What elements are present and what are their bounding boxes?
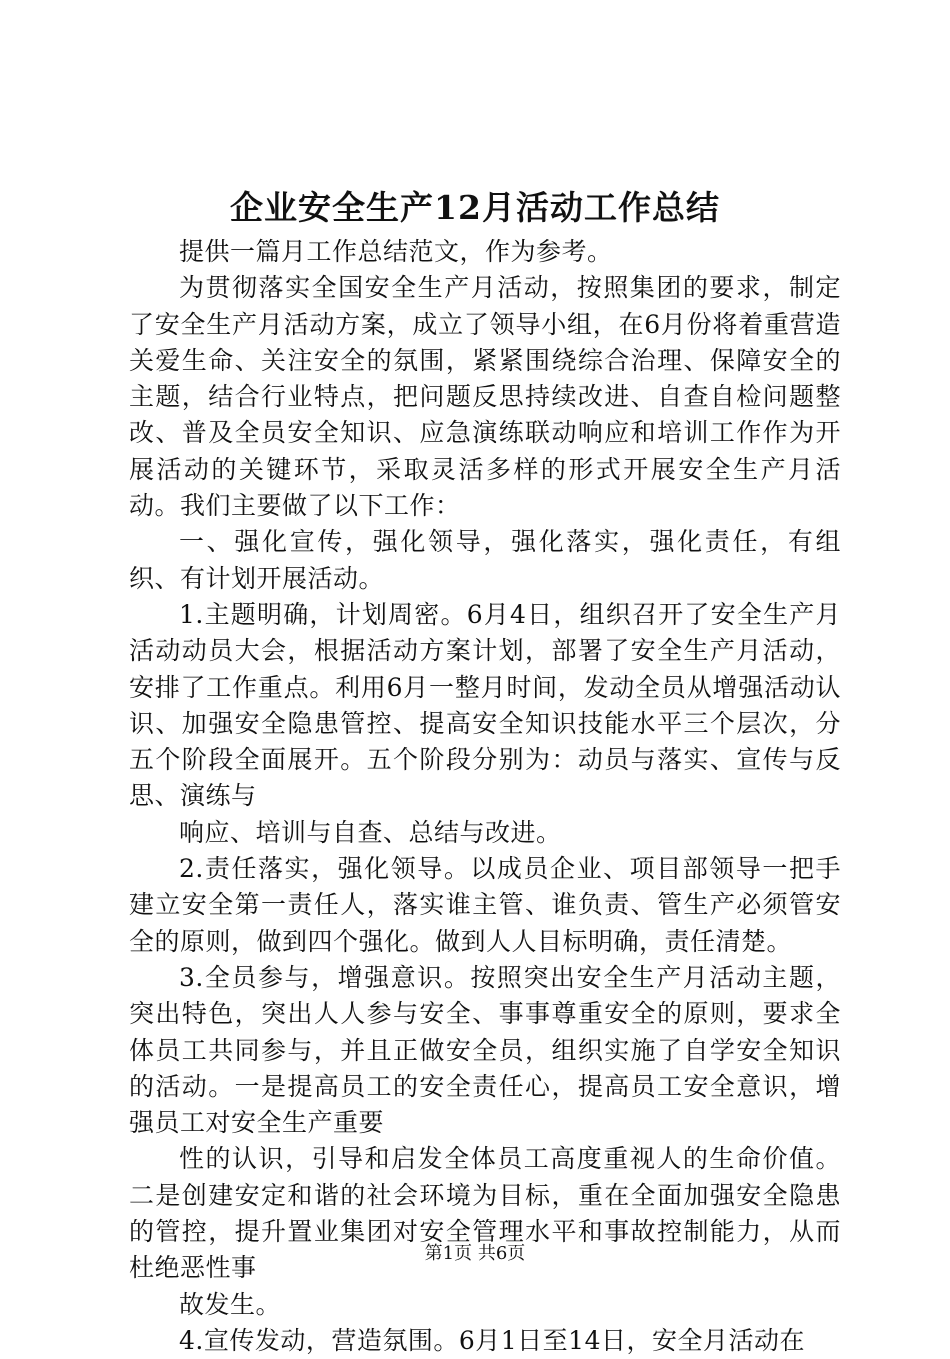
paragraph: 4.宣传发动，营造氛围。6月1日至14日，安全月活动在 xyxy=(179,1325,805,1355)
paragraph: 3.全员参与，增强意识。按照突出安全生产月活动主题，突出特色，突出人人参与安全、事事尊重安全的原则，要求全体员工共同参与，并且正做安全员，组织实施了自学安全知识的活动。一是提高员工的安全责任心，提高员工安全意识，增强员工对安全生产重要 xyxy=(129,962,841,1138)
paragraph: 响应、培训与自查、总结与改进。 xyxy=(179,817,562,847)
page-number-footer: 第1页 共6页 xyxy=(424,1243,526,1264)
paragraph: 性的认识，引导和启发全体员工高度重视人的生命价值。二是创建安定和谐的社会环境为目标，重在全面加强安全隐患的管控，提升置业集团对安全管理水平和事故控制能力，从而杜绝恶性事 xyxy=(129,1144,841,1283)
paragraph: 为贯彻落实全国安全生产月活动，按照集团的要求，制定了安全生产月活动方案，成立了领导小组，在6月份将着重营造关爱生命、关注安全的氛围，紧紧围绕综合治理、保障安全的主题，结合行业特点，把问题反思持续改进、自查自检问题整改、普及全员安全知识、应急演练联动响应和培训工作作为开展活动的关键环节，采取灵活多样的形式开展安全生产月活动。我们主要做了以下工作： xyxy=(129,273,841,521)
paragraph: 1.主题明确，计划周密。6月4日，组织召开了安全生产月活动动员大会，根据活动方案计划，部署了安全生产月活动，安排了工作重点。利用6月一整月时间，发动全员从增强活动认识、加强安全隐患管控、提高安全知识技能水平三个层次，分五个阶段全面展开。五个阶段分别为：动员与落实、宣传与反思、演练与 xyxy=(129,599,841,811)
document-body xyxy=(129,234,841,1359)
paragraph: 故发生。 xyxy=(179,1289,282,1319)
paragraph: 提供一篇月工作总结范文，作为参考。 xyxy=(179,237,613,266)
paragraph: 一、强化宣传，强化领导，强化落实，强化责任，有组织、有计划开展活动。 xyxy=(129,527,841,593)
paragraph: 2.责任落实，强化领导。以成员企业、项目部领导一把手建立安全第一责任人，落实谁主管、谁负责、管生产必须管安全的原则，做到四个强化。做到人人目标明确，责任清楚。 xyxy=(129,854,841,956)
document-title: 企业安全生产12月活动工作总结 xyxy=(230,188,720,227)
